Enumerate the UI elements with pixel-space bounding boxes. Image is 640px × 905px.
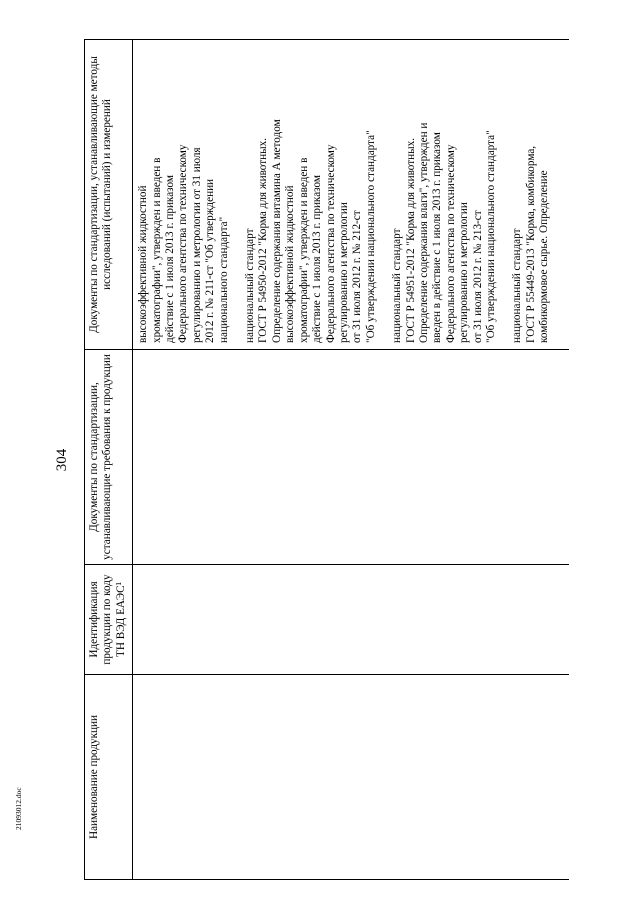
entry-line: хроматографии", утвержден и введен в	[297, 157, 310, 343]
entry-line: Определение содержания влаги", утвержден и	[417, 122, 430, 343]
entry-line: действие с 1 июля 2013 г. приказом	[164, 175, 177, 343]
cell-product-name	[133, 675, 569, 880]
header-requirement-standards: Документы по стандартизации, устанавливающие требования к продукции	[85, 350, 133, 565]
entry-line: регулированию и метрологии	[337, 202, 350, 343]
entry-line: Определение содержания витамина А методом	[270, 119, 283, 343]
header-method-standards: Документы по стандартизации, устанавливающие методы исследований (испытаний) и измерений	[85, 40, 133, 350]
entry-line: регулированию и метрологии	[458, 202, 471, 343]
standard-entry	[511, 46, 551, 343]
header-product-name: Наименование продукции	[85, 675, 133, 880]
entry-line: введен в действие с 1 июля 2013 г. приказом	[431, 132, 444, 343]
table-header-row	[85, 40, 133, 880]
page-number: 304	[54, 448, 70, 472]
table-row	[133, 40, 569, 880]
entry-line: регулированию и метрологии от 31 июля	[190, 147, 203, 343]
cell-method-standards	[133, 40, 569, 350]
entry-line: ГОСТ Р 54951-2012 "Корма для животных.	[404, 137, 417, 343]
standard-entry	[244, 46, 378, 343]
entry-line: хроматографии", утвержден и введен в	[150, 157, 163, 343]
entry-line: от 31 июля 2012 г. № 213-ст	[471, 210, 484, 343]
entry-line: "Об утверждении национального стандарта"	[364, 130, 377, 343]
cell-tn-ved-code	[133, 565, 569, 675]
entry-line: "Об утверждении национального стандарта"	[484, 130, 497, 343]
entry-line: национального стандарта"	[217, 216, 230, 343]
rotated-page	[54, 40, 602, 880]
entry-line: национальный стандарт	[511, 228, 524, 343]
header-tn-ved-code: Идентификация продукции по коду ТН ВЭД ЕАЭС¹	[85, 565, 133, 675]
entry-line: действие с 1 июля 2013 г. приказом	[311, 175, 324, 343]
entry-line: национальный стандарт	[391, 228, 404, 343]
standard-entry	[137, 46, 231, 343]
entry-line: Федерального агентства по техническому	[177, 144, 190, 343]
entry-line: от 31 июля 2012 г. № 212-ст	[351, 210, 364, 343]
cell-requirement-standards	[133, 350, 569, 565]
entry-line: комбикормовое сырье. Определение	[538, 170, 551, 343]
entry-line: Федерального агентства по техническому	[444, 144, 457, 343]
entry-line: ГОСТ Р 55449-2013 "Корма, комбикорма,	[524, 145, 537, 343]
entry-line: ГОСТ Р 54950-2012 "Корма для животных.	[257, 137, 270, 343]
standards-table	[84, 39, 569, 880]
standard-entry	[391, 46, 498, 343]
entry-line: национальный стандарт	[244, 228, 257, 343]
entry-line: высокоэффективной жидкостной	[284, 185, 297, 343]
entry-line: высокоэффективной жидкостной	[137, 185, 150, 343]
document-file-code: 21093012.doc	[14, 787, 23, 830]
entry-line: 2012 г. № 211-ст "Об утверждении	[204, 178, 217, 343]
entry-line: Федерального агентства по техническому	[324, 144, 337, 343]
